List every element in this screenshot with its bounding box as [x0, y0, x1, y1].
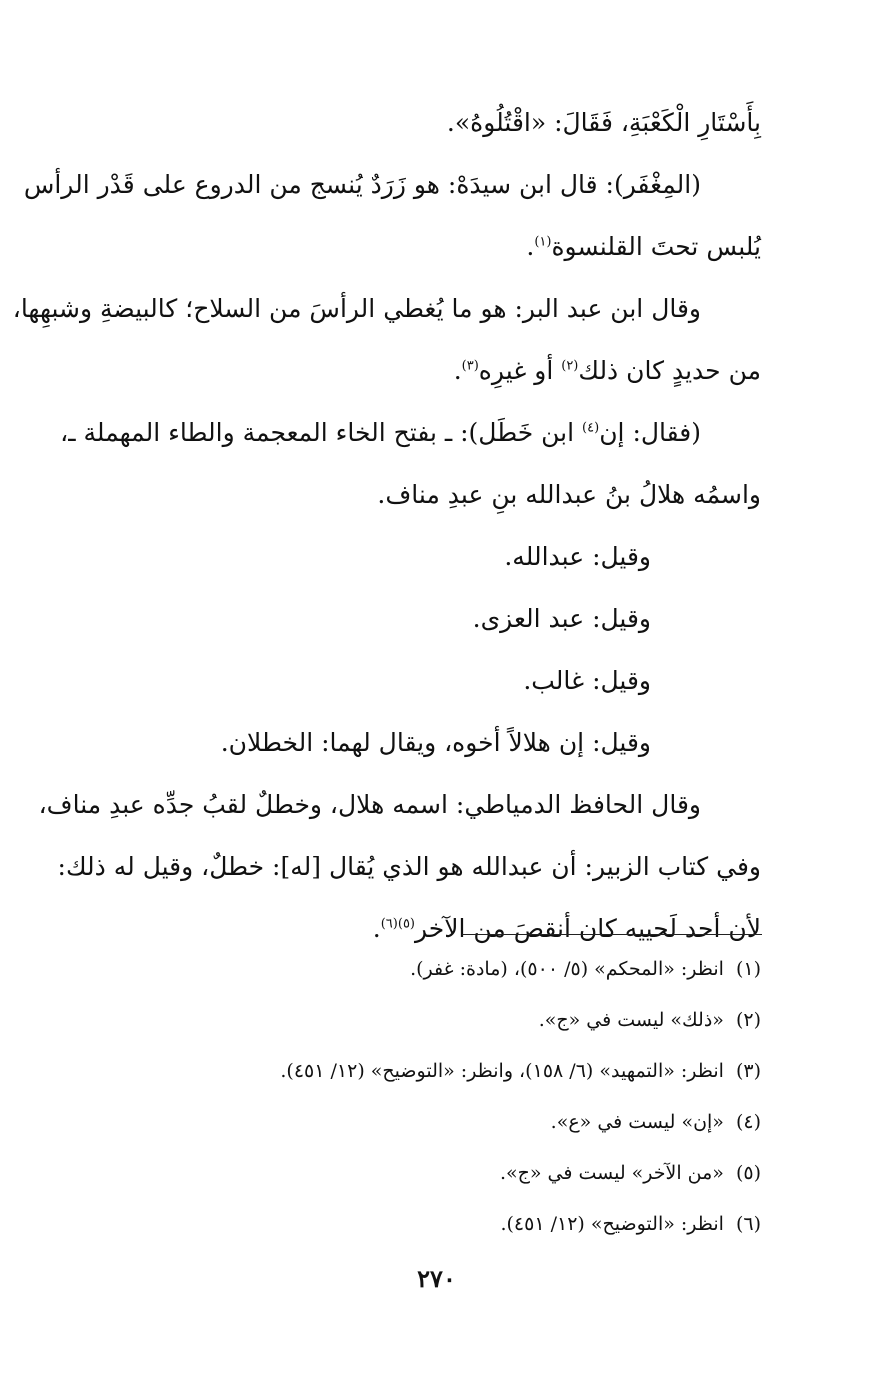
text-line [57, 836, 761, 898]
footnote-text: انظر: «التوضيح» (١٢/ ٤٥١). [500, 1213, 724, 1235]
text-line [61, 712, 761, 774]
line-text: (فقال: إن [599, 418, 701, 447]
text-line [23, 154, 761, 216]
text-line [61, 650, 761, 712]
text-line [12, 278, 761, 340]
footnote-text: «ذلك» ليست في «ج». [538, 1009, 724, 1031]
footnote-number: (٦) [735, 1213, 761, 1235]
line-text: من حديدٍ كان ذلك [578, 356, 761, 385]
text-line [61, 402, 761, 464]
footnote-text: انظر: «المحكم» (٥/ ٥٠٠)، (مادة: غفر). [410, 958, 724, 980]
footnote-ref[interactable]: (٢) [561, 358, 579, 374]
line-text: وقال الحافظ الدمياطي: اسمه هلال، وخطلٌ لقبُ جدِّه عبدِ مناف، [38, 790, 701, 819]
footnote-text: «من الآخر» ليست في «ج». [499, 1162, 724, 1184]
line-text: وقال ابن عبد البر: هو ما يُغطي الرأسَ من السلاح؛ كالبيضةِ وشبهِها، [12, 294, 701, 323]
footnote-number: (١) [735, 958, 761, 980]
text-line [61, 588, 761, 650]
line-text: وقيل: عبد العزى. [472, 604, 651, 633]
footnote-item [111, 1148, 761, 1199]
line-text: (المِغْفَر): قال ابن سيدَهْ: هو زَرَدٌ يُنسج من الدروع على قَدْر الرأس [23, 170, 701, 199]
footnote-item [111, 995, 761, 1046]
footnote-number: (٣) [735, 1060, 761, 1082]
line-text: وقيل: غالب. [523, 666, 651, 695]
line-text: لأن أحد لَحييه كان أنقصَ من الآخر [415, 914, 761, 943]
footnotes-list [111, 944, 761, 1250]
footnote-text: «إن» ليست في «ع». [550, 1111, 724, 1133]
line-text: وقيل: عبدالله. [504, 542, 651, 571]
line-text: ابن خَطَل): ـ بفتح الخاء المعجمة والطاء المهملة ـ، [60, 418, 575, 447]
text-line [61, 526, 761, 588]
line-text: وقيل: إن هلالاً أخوه، ويقال لهما: الخطلان. [220, 728, 651, 757]
footnote-number: (٥) [735, 1162, 761, 1184]
line-text: يُلبس تحتَ القلنسوة [551, 232, 761, 261]
main-text-block [12, 92, 761, 960]
text-line: من حديدٍ كان ذلك$^{(٢)}$ أو غيرِه$^{(٣)}$. [453, 356, 761, 385]
footnote-item [111, 944, 761, 995]
footnote-number: (٢) [735, 1009, 761, 1031]
text-line [38, 774, 761, 836]
text-line [61, 464, 761, 526]
footnote-ref[interactable]: (٥)(٦) [380, 916, 415, 932]
line-text: بِأَسْتَارِ الْكَعْبَةِ، فَقَالَ: «اقْتُلُوهُ». [446, 108, 761, 137]
footnote-text: انظر: «التمهيد» (٦/ ١٥٨)، وانظر: «التوضيح» (١٢/ ٤٥١). [280, 1060, 724, 1082]
text-line [61, 92, 761, 154]
page-number: ٢٧٠ [417, 1264, 456, 1293]
footnote-ref[interactable]: (١) [534, 234, 552, 250]
text-line: لأن أحد لَحييه كان أنقصَ من الآخر$^{(٥)(٦)}$. [372, 914, 761, 943]
footnote-ref[interactable]: (٣) [461, 358, 479, 374]
line-text: واسمُه هلالُ بنُ عبدالله بنِ عبدِ مناف. [377, 480, 761, 509]
footnote-item [111, 1097, 761, 1148]
footnote-item [111, 1046, 761, 1097]
footnote-number: (٤) [735, 1111, 761, 1133]
line-text: وفي كتاب الزبير: أن عبدالله هو الذي يُقال [له]: خطلٌ، وقيل له ذلك: [57, 852, 761, 881]
footnote-item [111, 1199, 761, 1250]
line-text: أو غيرِه [478, 356, 554, 385]
text-line: يُلبس تحتَ القلنسوة$^{(١)}$. [526, 232, 761, 261]
footnote-ref[interactable]: (٤) [582, 420, 600, 436]
footnote-divider [462, 934, 762, 935]
